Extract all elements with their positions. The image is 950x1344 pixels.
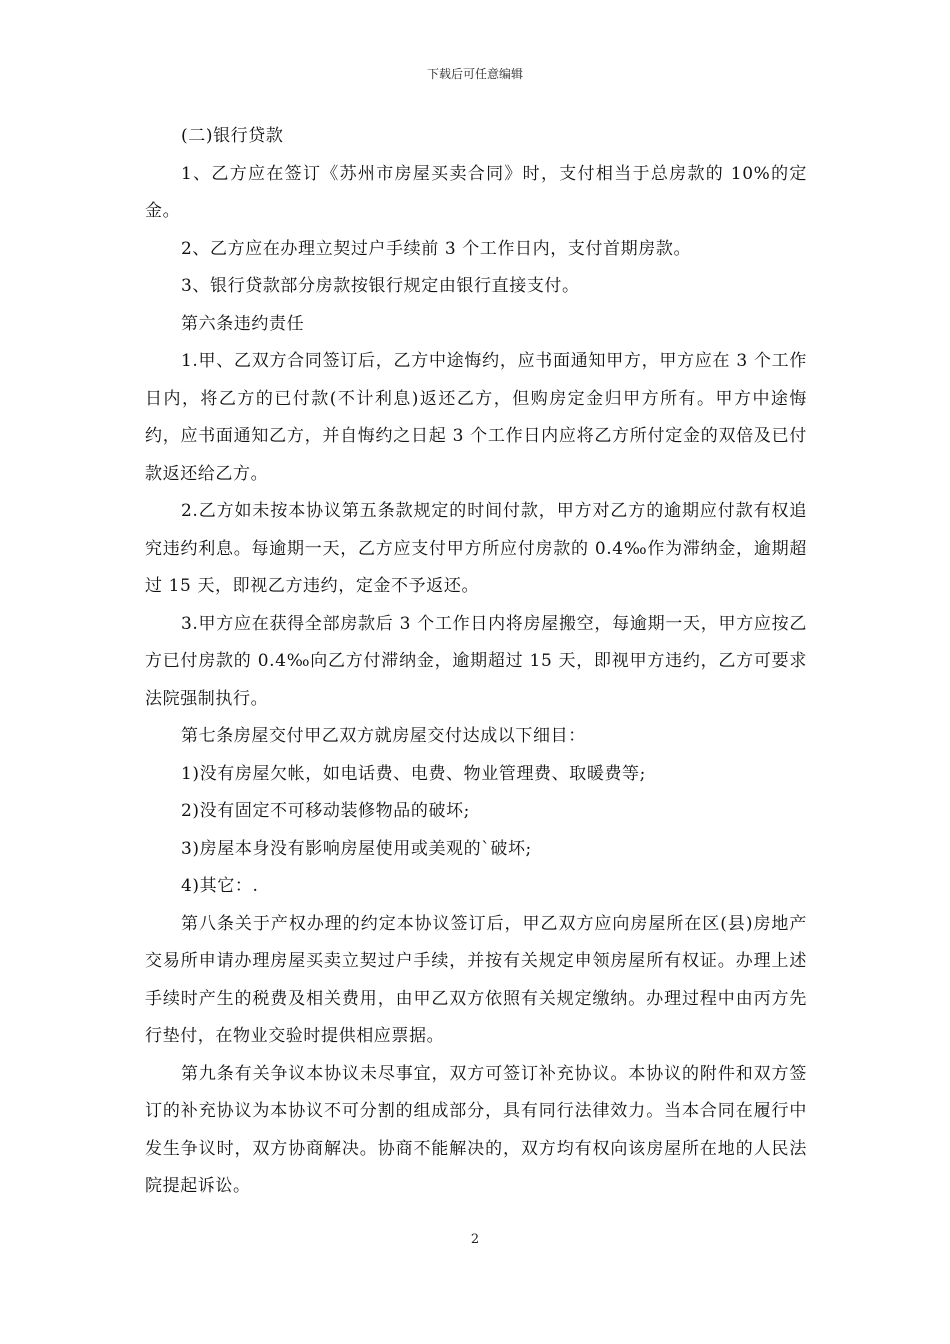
paragraph: 第八条关于产权办理的约定本协议签订后，甲乙双方应向房屋所在区(县)房地产交易所申请办理房屋买卖立契过户手续，并按有关规定申领房屋所有权证。办理上述手续时产生的税费及相关费用，由甲乙双方依照有关规定缴纳。办理过程中由丙方先行垫付，在物业交验时提供相应票据。 xyxy=(145,913,807,1046)
paragraph: 2、乙方应在办理立契过户手续前 3 个工作日内，支付首期房款。 xyxy=(181,238,692,259)
section-heading-bank-loan: (二)银行贷款 xyxy=(181,126,284,146)
list-item: 4)其它：. xyxy=(181,876,259,896)
paragraph: 1.甲、乙双方合同签订后，乙方中途悔约，应书面通知甲方，甲方应在 3 个工作日内，将乙方的已付款(不计利息)返还乙方，但购房定金归甲方所有。甲方中途悔约，应书面通知乙方，并自悔约之日起 3 个工作日内应将乙方所付定金的双倍及已付款返还给乙方。 xyxy=(145,351,807,484)
page-number: 2 xyxy=(470,1232,480,1247)
paragraph: 2.乙方如未按本协议第五条款规定的时间付款，甲方对乙方的逾期应付款有权追究违约利息。每逾期一天，乙方应支付甲方所应付房款的 0.4‰作为滞纳金，逾期超过 15 天，即视乙方违约，定金不予返还。 xyxy=(145,501,807,596)
paragraph: 1、乙方应在签订《苏州市房屋买卖合同》时，支付相当于总房款的 10%的定金。 xyxy=(145,163,807,221)
paragraph: 3.甲方应在获得全部房款后 3 个工作日内将房屋搬空，每逾期一天，甲方应按乙方已付房款的 0.4‰向乙方付滞纳金，逾期超过 15 天，即视甲方违约，乙方可要求法院强制执行。 xyxy=(145,613,807,709)
document-body xyxy=(145,118,807,1206)
list-item: 3)房屋本身没有影响房屋使用或美观的`破坏; xyxy=(181,838,532,859)
article-heading-delivery: 第七条房屋交付甲乙双方就房屋交付达成以下细目： xyxy=(181,726,586,746)
list-item: 1)没有房屋欠帐，如电话费、电费、物业管理费、取暖费等; xyxy=(181,763,646,784)
article-heading-breach: 第六条违约责任 xyxy=(181,313,305,334)
paragraph: 3、银行贷款部分房款按银行规定由银行直接支付。 xyxy=(181,276,580,296)
page-header: 下载后可任意编辑 xyxy=(426,67,523,81)
list-item: 2)没有固定不可移动装修物品的破坏; xyxy=(181,801,470,821)
paragraph: 第九条有关争议本协议未尽事宜，双方可签订补充协议。本协议的附件和双方签订的补充协议为本协议不可分割的组成部分，具有同行法律效力。当本合同在履行中发生争议时，双方协商解决。协商不能解决的，双方均有权向该房屋所在地的人民法院提起诉讼。 xyxy=(145,1063,807,1196)
